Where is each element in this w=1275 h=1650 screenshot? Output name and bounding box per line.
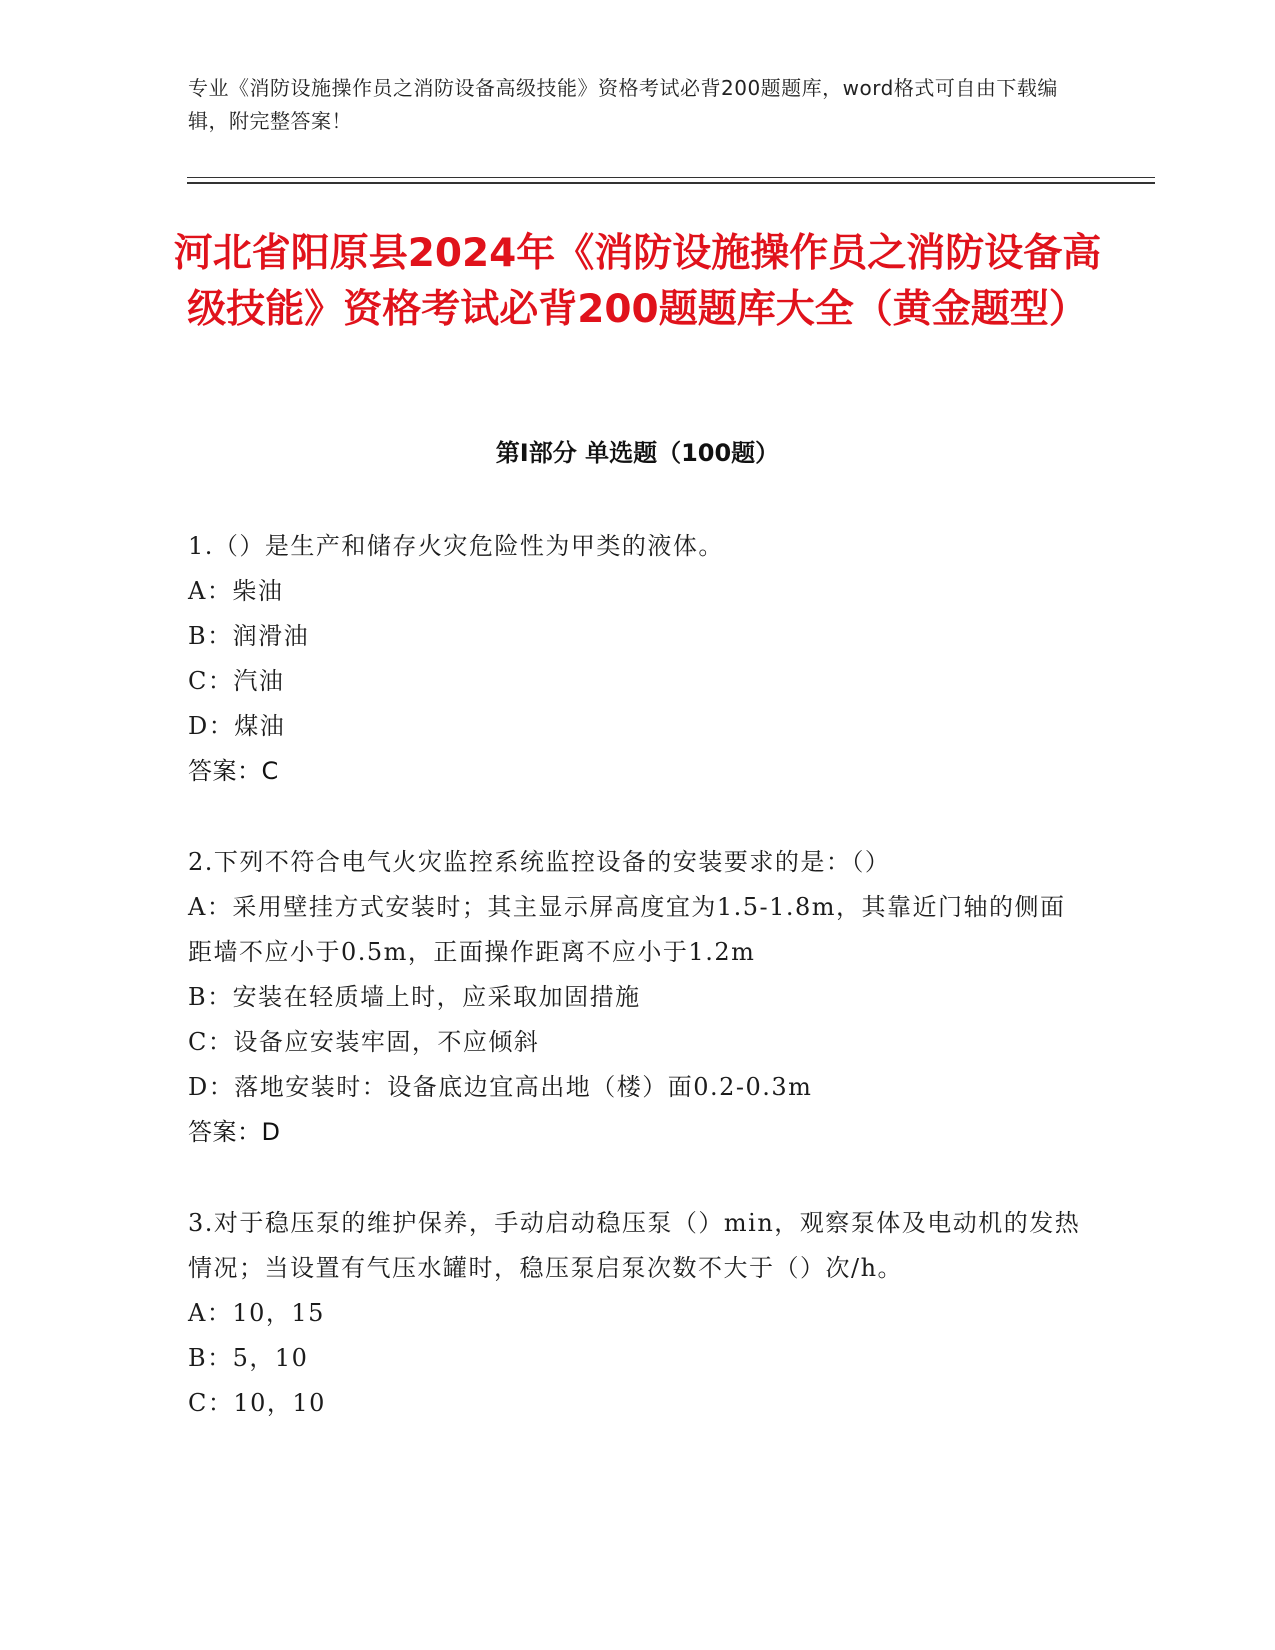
question-stem: 2.下列不符合电气火灾监控系统监控设备的安装要求的是：（）	[188, 848, 891, 876]
option-c: C：10，10	[188, 1389, 326, 1417]
section-title: 第I部分 单选题（100题）	[495, 439, 780, 467]
header-divider-thin	[187, 177, 1155, 178]
question-list	[188, 524, 1088, 1472]
answer: 答案：D	[188, 1118, 281, 1146]
answer: 答案：C	[188, 757, 279, 785]
option-c: C：汽油	[188, 667, 285, 695]
option-d: D：落地安装时：设备底边宜高出地（楼）面0.2-0.3m	[188, 1073, 813, 1101]
option-b: B：润滑油	[188, 622, 310, 650]
question-stem: 1.（）是生产和储存火灾危险性为甲类的液体。	[188, 532, 724, 560]
document-title: 河北省阳原县2024年《消防设施操作员之消防设备高级技能》资格考试必背200题题库大全（黄金题型）	[173, 231, 1102, 332]
option-c: C：设备应安装牢固，不应倾斜	[188, 1028, 540, 1056]
option-a: A：采用壁挂方式安装时；其主显示屏高度宜为1.5-1.8m，其靠近门轴的侧面距墙不应小于0.5m，正面操作距离不应小于1.2m	[188, 893, 1066, 966]
option-b: B：5，10	[188, 1344, 309, 1372]
header-divider-thick	[187, 182, 1155, 184]
question-stem: 3.对于稳压泵的维护保养，手动启动稳压泵（）min，观察泵体及电动机的发热情况；当设置有气压水罐时，稳压泵启泵次数不大于（）次/h。	[188, 1209, 1081, 1282]
question-2	[188, 840, 1088, 1155]
option-a: A：柴油	[188, 577, 284, 605]
option-b: B：安装在轻质墙上时，应采取加固措施	[188, 983, 641, 1011]
question-1	[188, 524, 1088, 794]
header-note: 专业《消防设施操作员之消防设备高级技能》资格考试必背200题题库，word格式可自由下载编辑，附完整答案！	[188, 76, 1058, 133]
option-a: A：10，15	[188, 1299, 325, 1327]
question-3	[188, 1201, 1088, 1426]
option-d: D：煤油	[188, 712, 286, 740]
